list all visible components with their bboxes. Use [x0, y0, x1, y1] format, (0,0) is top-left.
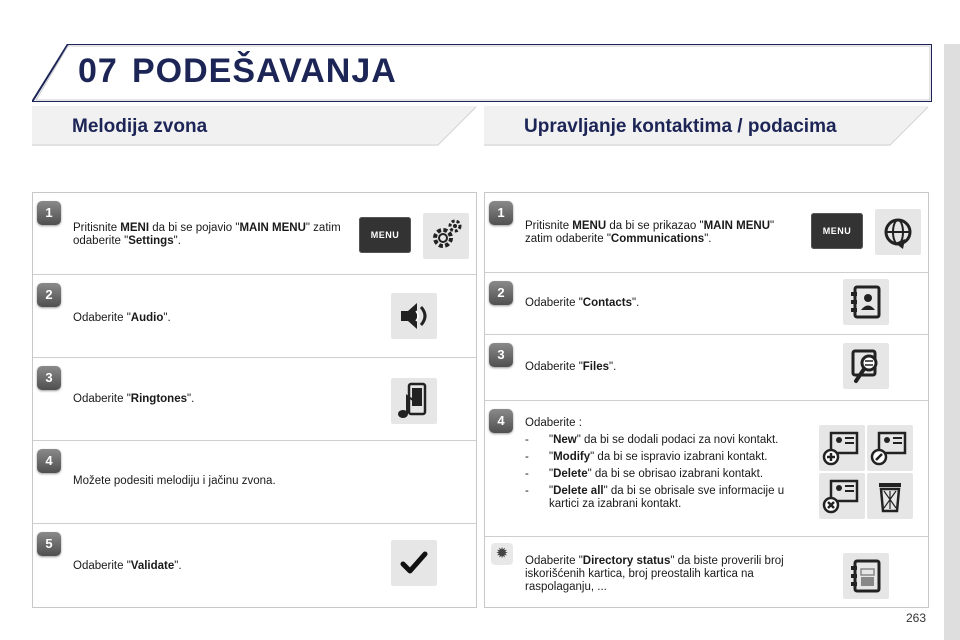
step-text: Pritisnite MENI da bi se pojavio "MAIN MENU" zatim odaberite "Settings". [73, 222, 341, 247]
globe-icon [875, 209, 921, 255]
left-steps-panel [32, 192, 477, 608]
step-1 [33, 193, 476, 275]
page-title: PODEŠAVANJA [132, 52, 397, 90]
step-text: Odaberite "Contacts". [525, 297, 640, 309]
tip-step [485, 537, 928, 609]
list-item: - "Delete all" da bi se obrisale sve informacije u kartici za izabrani kontakt. [525, 485, 785, 510]
files-search-icon [843, 343, 889, 389]
trash-icon [867, 473, 913, 519]
step-text: Odaberite "Files". [525, 361, 617, 373]
contacts-book-icon [843, 279, 889, 325]
step-number-badge: 2 [37, 283, 61, 307]
step-3 [485, 335, 928, 401]
step-4 [33, 441, 476, 524]
step-text: Odaberite "Ringtones". [73, 393, 195, 405]
step-number-badge: 4 [489, 409, 513, 433]
tip-badge: ✹ [491, 543, 513, 565]
list-item: - "New" da bi se dodali podaci za novi kontakt. [525, 434, 779, 446]
step-text [525, 417, 805, 511]
menu-button[interactable]: MENU [359, 217, 411, 253]
directory-status-icon [843, 553, 889, 599]
step-number-badge: 3 [489, 343, 513, 367]
settings-gear-icon [423, 213, 469, 259]
contact-delete-icon [819, 473, 865, 519]
step-text: Odaberite "Validate". [73, 560, 182, 572]
contact-modify-icon [867, 425, 913, 471]
page-number: 263 [906, 611, 927, 625]
checkmark-icon [391, 540, 437, 586]
list-item: - "Delete" da bi se obrisao izabrani kontakt. [525, 468, 764, 480]
audio-icon [391, 293, 437, 339]
step-text: Pritisnite MENU da bi se prikazao "MAIN MENU" zatim odaberite "Communications". [525, 220, 775, 245]
step-number-badge: 2 [489, 281, 513, 305]
list-item: - "Modify" da bi se ispravio izabrani kontakt. [525, 451, 768, 463]
side-strip [944, 44, 960, 640]
step-number-badge: 4 [37, 449, 61, 473]
step-number-badge: 1 [37, 201, 61, 225]
step-text: Odaberite "Audio". [73, 312, 171, 324]
step-number-badge: 5 [37, 532, 61, 556]
left-section-title: Melodija zvona [72, 116, 208, 137]
chapter-number: 07 [78, 52, 118, 90]
step-text: Odaberite "Directory status" da biste proverili broj iskorišćenih kartica, broj preostalih kartica na raspolaganju, ... [525, 555, 784, 593]
step-number-badge: 3 [37, 366, 61, 390]
step-5 [33, 524, 476, 609]
step-2 [485, 273, 928, 335]
step-number-badge: 1 [489, 201, 513, 225]
step-1 [485, 193, 928, 273]
contact-new-icon [819, 425, 865, 471]
step-text: Možete podesiti melodiju i jačinu zvona. [73, 475, 276, 487]
right-steps-panel [484, 192, 929, 608]
options-list [525, 434, 805, 511]
options-intro: Odaberite : [525, 417, 582, 429]
right-section-title: Upravljanje kontaktima / podacima [524, 116, 837, 137]
step-3 [33, 358, 476, 441]
menu-button[interactable]: MENU [811, 213, 863, 249]
step-2 [33, 275, 476, 358]
ringtone-phone-icon [391, 378, 437, 424]
step-4 [485, 401, 928, 537]
